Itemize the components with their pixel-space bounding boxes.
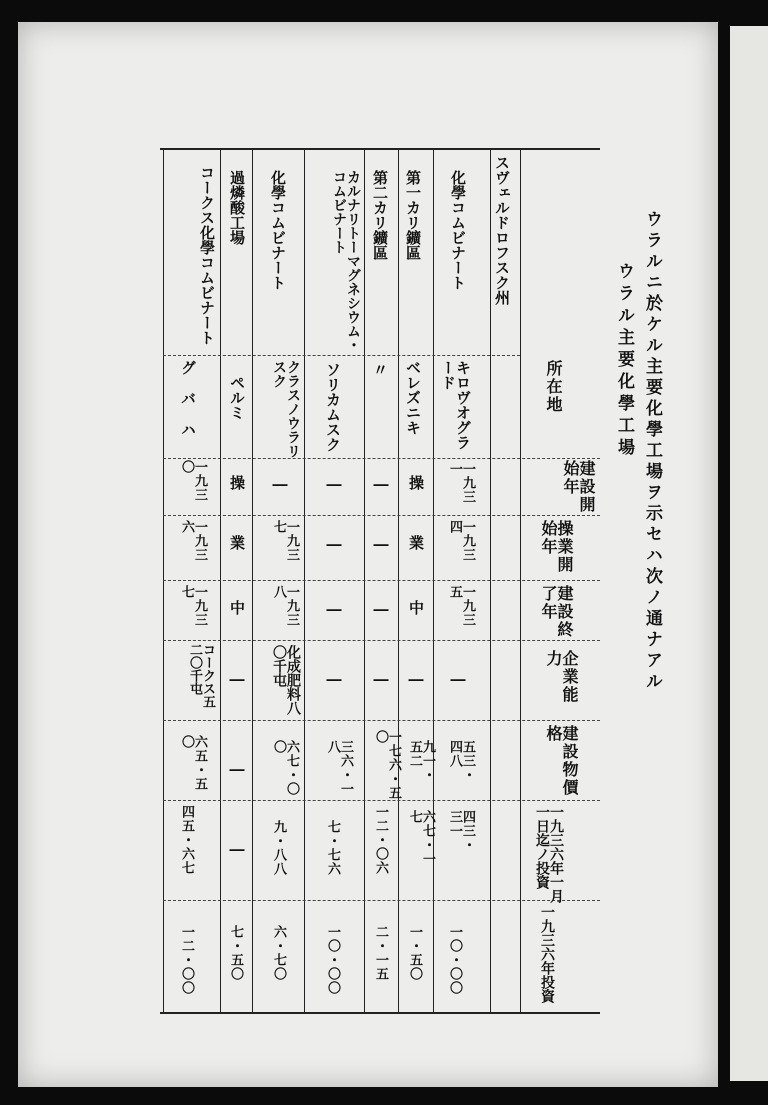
row5-investment-1936: 六・七〇 <box>271 925 286 981</box>
row7-investment-1936: 一二・〇〇 <box>179 925 194 995</box>
row2-investment-to-1936: 六七・一七 <box>407 810 435 866</box>
row2-capacity: ― <box>407 670 425 688</box>
row7-construction-start: 一九三〇 <box>179 460 207 502</box>
row1-investment-to-1936: 四三・三一 <box>447 810 475 852</box>
end-col-divider <box>163 640 600 641</box>
row6-construction-price: ― <box>228 760 246 778</box>
header-investment-to-1936: 一九三六年一月一日迄ノ投資 <box>534 805 564 903</box>
row4-construction-end: ― <box>325 600 343 618</box>
header-construction-start: 建設開始年 <box>561 460 596 514</box>
row4-operation-start: ― <box>325 535 343 553</box>
header-investment-1936: 一九三六年投資 <box>539 905 555 1003</box>
row1-operation-start: 一九三四 <box>447 520 475 562</box>
row5-location: クラスノウラリスク <box>271 360 301 458</box>
row1-capacity: ― <box>449 670 467 688</box>
row3-capacity: ― <box>372 670 390 688</box>
row7-location: グバハ <box>179 360 197 453</box>
page-title: ウラルニ於ケル主要化學工場ヲ示セハ次ノ通ナアル <box>642 210 662 693</box>
row4-construction-price: 三六・一八 <box>325 740 353 796</box>
row2-construction-price: 九一・五二 <box>407 740 435 782</box>
row6-capacity: ― <box>228 670 246 688</box>
row3-name: 第二カリ鑛區 <box>371 170 389 260</box>
row7-construction-price: 六五・五〇 <box>179 735 207 791</box>
row3-investment-1936: 二・一五 <box>373 925 388 981</box>
row1-name: 化學コムビナート <box>449 170 467 290</box>
row7-name: コークス化學コムビナート <box>198 165 216 345</box>
region-name: スヴェルドロフスク州 <box>493 155 511 305</box>
document-page <box>18 22 718 1087</box>
header-capacity: 企業能力 <box>544 650 579 704</box>
row6-construction-end: 中 <box>228 600 246 615</box>
row4-investment-to-1936: 七・七六 <box>325 820 340 876</box>
start-col-divider <box>163 515 600 516</box>
table-top-rule <box>160 148 600 150</box>
row3-investment-to-1936: 一二・〇六 <box>373 805 388 875</box>
row1-construction-price: 五三・四八 <box>447 740 475 782</box>
row6-operation-start: 業 <box>228 535 246 550</box>
row5-construction-price: 六七・〇〇 <box>271 740 299 796</box>
row7-capacity: コークス五二〇千屯 <box>187 643 215 708</box>
row4-capacity: ― <box>325 670 343 688</box>
row7-investment-to-1936: 四五・六七 <box>179 805 194 875</box>
row4-location: ソリカムスク <box>324 362 342 452</box>
header-location: 所在地 <box>544 360 563 414</box>
row5-capacity: 化成肥料八〇千屯 <box>271 645 301 715</box>
header-construction-end: 建設終了年 <box>539 585 574 639</box>
row7-construction-end: 一九三七 <box>179 585 207 627</box>
row2-operation-start: 業 <box>407 535 425 550</box>
row4-investment-1936: 一〇・〇〇 <box>325 925 340 995</box>
row6-investment-to-1936: ― <box>228 840 246 858</box>
row6-name: 過燐酸工場 <box>228 170 246 245</box>
row6-location: ペルミ <box>228 375 246 420</box>
op-col-divider <box>163 580 600 581</box>
row2-name: 第一カリ鑛區 <box>404 170 422 260</box>
row5-name: 化學コムビナート <box>269 170 287 290</box>
row5-investment-to-1936: 九・八八 <box>271 820 286 876</box>
row2-investment-1936: 一・五〇 <box>407 925 422 981</box>
table-bottom-rule <box>160 1012 600 1014</box>
adjacent-page-edge <box>730 26 768 1081</box>
row1-location: キロヴオグラード <box>439 360 472 450</box>
capacity-col-divider <box>163 720 600 721</box>
row3-location: 〃 <box>371 362 389 377</box>
row4-name: カルナリトーマグネシウム・コムビナート <box>331 170 361 352</box>
row3-operation-start: ― <box>372 535 390 553</box>
row5-construction-start: ― <box>271 475 289 493</box>
row2-location: ベレズニキ <box>404 360 422 435</box>
header-operation-start: 操業開始年 <box>539 520 574 574</box>
page-subtitle: ウラル主要化學工場 <box>614 262 634 460</box>
row2-construction-start: 操 <box>407 475 425 490</box>
price-col-divider <box>163 800 600 801</box>
row1-investment-1936: 一〇・〇〇 <box>447 925 462 995</box>
row7-operation-start: 一九三六 <box>179 520 207 562</box>
row1-construction-start: 一九三一 <box>447 462 475 504</box>
row5-operation-start: 一九三七 <box>271 520 299 562</box>
row3-construction-end: ― <box>372 600 390 618</box>
row1-construction-end: 一九三五 <box>447 585 475 627</box>
row6-investment-1936: 七・五〇 <box>228 925 243 981</box>
row3-construction-price: 一七六・五〇 <box>373 730 401 800</box>
row6-construction-start: 操 <box>228 475 246 490</box>
location-col-divider <box>163 458 600 459</box>
row5-construction-end: 一九三八 <box>271 585 299 627</box>
row2-construction-end: 中 <box>407 600 425 615</box>
row3-construction-start: ― <box>372 475 390 493</box>
header-construction-price: 建設物價格 <box>544 725 579 797</box>
row4-construction-start: ― <box>325 475 343 493</box>
